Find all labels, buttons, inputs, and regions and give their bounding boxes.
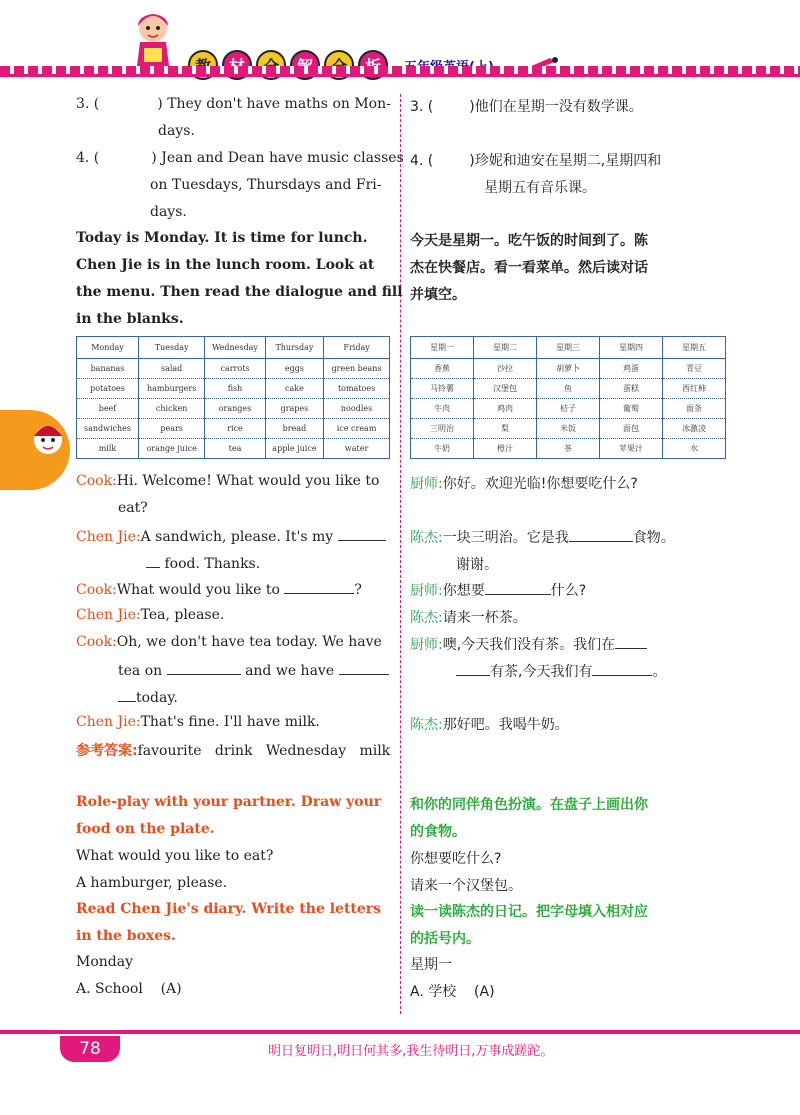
item-number: 3. ( bbox=[410, 99, 434, 115]
table-row bbox=[77, 399, 390, 419]
table-cell: 汉堡包 bbox=[474, 379, 537, 399]
intro-zh: 并填空。 bbox=[410, 287, 466, 303]
intro-en: in the blanks. bbox=[76, 311, 184, 327]
dialogue-line-zh-cont: 谢谢。 bbox=[456, 557, 498, 573]
table-cell: 牛肉 bbox=[411, 399, 474, 419]
dialogue-text: Hi. Welcome! What would you like to bbox=[116, 473, 380, 489]
answer-text: favourite drink Wednesday milk bbox=[137, 743, 391, 759]
answer-blank[interactable] bbox=[592, 662, 652, 676]
table-cell: 面条 bbox=[663, 399, 726, 419]
header-stripe bbox=[0, 66, 800, 74]
table-cell: 胡萝卜 bbox=[537, 359, 600, 379]
dialogue-line-en bbox=[76, 714, 320, 730]
answer-blank[interactable] bbox=[284, 580, 354, 594]
footer-motto: 明日复明日,明日何其多,我生待明日,万事成蹉跎。 bbox=[268, 1044, 554, 1059]
dialogue-line-zh bbox=[410, 634, 647, 654]
diary-day-zh: 星期一 bbox=[410, 957, 452, 973]
diary-title-zh: 的括号内。 bbox=[410, 931, 480, 947]
dialogue-line-en bbox=[76, 634, 382, 650]
table-cell: potatoes bbox=[77, 379, 139, 399]
dialogue-text: 一块三明治。它是我 bbox=[442, 530, 569, 546]
roleplay-title-en: Role-play with your partner. Draw your bbox=[76, 794, 382, 810]
table-cell: 冰激凌 bbox=[663, 419, 726, 439]
speaker-chen-jie: 陈杰: bbox=[410, 530, 443, 546]
item-3-en-cont: days. bbox=[158, 123, 195, 139]
footer-rule bbox=[0, 1030, 800, 1034]
dialogue-text: 请来一杯茶。 bbox=[442, 610, 527, 626]
dialogue-text: 你想要 bbox=[442, 583, 485, 599]
item-4-en bbox=[76, 150, 404, 166]
table-cell: pears bbox=[138, 419, 204, 439]
table-cell: milk bbox=[77, 439, 139, 459]
table-cell: 青豆 bbox=[663, 359, 726, 379]
answer-blank[interactable] bbox=[118, 688, 136, 702]
table-cell: tomatoes bbox=[324, 379, 390, 399]
table-cell: cake bbox=[265, 379, 323, 399]
table-header-cell: Wednesday bbox=[205, 337, 265, 359]
table-header-cell: Monday bbox=[77, 337, 139, 359]
dialogue-line-zh bbox=[410, 714, 569, 734]
table-cell: noodles bbox=[324, 399, 390, 419]
table-header-cell: 星期五 bbox=[663, 337, 726, 359]
intro-zh: 杰在快餐店。看一看菜单。然后读对话 bbox=[410, 260, 648, 276]
dialogue-text: tea on bbox=[118, 663, 163, 679]
table-cell: 梨 bbox=[474, 419, 537, 439]
table-cell: 鱼 bbox=[537, 379, 600, 399]
table-row bbox=[411, 399, 726, 419]
table-row bbox=[77, 379, 390, 399]
dialogue-text: 那好吧。我喝牛奶。 bbox=[442, 717, 569, 733]
table-cell: 沙拉 bbox=[474, 359, 537, 379]
table-cell: 水 bbox=[663, 439, 726, 459]
table-cell: oranges bbox=[205, 399, 265, 419]
table-cell: fish bbox=[205, 379, 265, 399]
cartoon-face-icon bbox=[30, 420, 66, 460]
table-row bbox=[77, 419, 390, 439]
item-text: 他们在星期一没有数学课。 bbox=[474, 99, 643, 115]
dialogue-line-en bbox=[76, 607, 224, 623]
table-header-row bbox=[411, 337, 726, 359]
table-cell: 鸡肉 bbox=[474, 399, 537, 419]
item-4-zh bbox=[410, 150, 661, 170]
table-cell: 蛋糕 bbox=[600, 379, 663, 399]
speaker-cook: Cook: bbox=[76, 634, 117, 650]
dialogue-text: 你好。欢迎光临!你想要吃什么? bbox=[442, 476, 638, 492]
dialogue-line-en-cont bbox=[146, 554, 260, 572]
item-4-en-cont: days. bbox=[150, 204, 187, 220]
page-header bbox=[0, 0, 800, 92]
dialogue-line-en bbox=[76, 473, 379, 489]
table-header-cell: Thursday bbox=[265, 337, 323, 359]
speaker-cook: 厨师: bbox=[410, 476, 443, 492]
dialogue-text: What would you like to bbox=[116, 582, 280, 598]
diary-day-en: Monday bbox=[76, 954, 133, 970]
table-row bbox=[77, 439, 390, 459]
table-row bbox=[411, 439, 726, 459]
intro-en: Today is Monday. It is time for lunch. bbox=[76, 230, 368, 246]
speaker-chen-jie: Chen Jie: bbox=[76, 607, 141, 623]
dialogue-line-zh-cont bbox=[456, 661, 666, 681]
speaker-cook: Cook: bbox=[76, 582, 117, 598]
speaker-chen-jie: 陈杰: bbox=[410, 610, 443, 626]
table-header-cell: 星期四 bbox=[600, 337, 663, 359]
dialogue-line-en bbox=[76, 580, 362, 598]
table-cell: 三明治 bbox=[411, 419, 474, 439]
table-header-cell: 星期二 bbox=[474, 337, 537, 359]
table-cell: sandwiches bbox=[77, 419, 139, 439]
intro-en: the menu. Then read the dialogue and fill bbox=[76, 284, 403, 300]
table-header-row bbox=[77, 337, 390, 359]
item-paren: ) bbox=[469, 153, 475, 169]
dialogue-line-zh bbox=[410, 473, 638, 493]
dialogue-text: 。 bbox=[652, 664, 667, 680]
dialogue-text: Oh, we don't have tea today. We have bbox=[116, 634, 382, 650]
diary-item-en: A. School (A) bbox=[76, 981, 182, 997]
dialogue-line-en bbox=[76, 527, 386, 545]
diary-title-zh: 读一读陈杰的日记。把字母填入相对应 bbox=[410, 904, 648, 920]
answer-blank[interactable] bbox=[615, 635, 647, 649]
roleplay-question-en: What would you like to eat? bbox=[76, 848, 274, 864]
table-cell: 牛奶 bbox=[411, 439, 474, 459]
column-divider bbox=[400, 94, 401, 1014]
page-number: 78 bbox=[60, 1036, 120, 1062]
header-rule bbox=[0, 74, 800, 77]
table-cell: eggs bbox=[265, 359, 323, 379]
table-cell: green beans bbox=[324, 359, 390, 379]
table-cell: hamburgers bbox=[138, 379, 204, 399]
menu-table-zh bbox=[410, 336, 726, 459]
intro-zh: 今天是星期一。吃午饭的时间到了。陈 bbox=[410, 233, 648, 249]
dialogue-line-zh bbox=[410, 607, 527, 627]
table-row bbox=[411, 359, 726, 379]
item-number: 3. ( bbox=[76, 96, 100, 112]
table-header-cell: Friday bbox=[324, 337, 390, 359]
dialogue-text: A sandwich, please. It's my bbox=[140, 529, 334, 545]
table-cell: chicken bbox=[138, 399, 204, 419]
item-4-en-cont: on Tuesdays, Thursdays and Fri- bbox=[150, 177, 382, 193]
table-cell: 葡萄 bbox=[600, 399, 663, 419]
roleplay-answer-zh: 请来一个汉堡包。 bbox=[410, 878, 522, 894]
table-cell: 米饭 bbox=[537, 419, 600, 439]
dialogue-text: food. Thanks. bbox=[164, 556, 261, 572]
dialogue-text: 噢,今天我们没有茶。我们在 bbox=[442, 637, 616, 653]
table-row bbox=[411, 419, 726, 439]
table-row bbox=[77, 359, 390, 379]
table-cell: bread bbox=[265, 419, 323, 439]
item-3-en bbox=[76, 96, 391, 112]
dialogue-line-en-cont bbox=[118, 661, 389, 679]
table-header-cell: Tuesday bbox=[138, 337, 204, 359]
item-number: 4. ( bbox=[410, 153, 434, 169]
dialogue-line-zh bbox=[410, 527, 675, 547]
item-paren: ) bbox=[151, 150, 157, 166]
table-cell: 苹果汁 bbox=[600, 439, 663, 459]
roleplay-answer-en: A hamburger, please. bbox=[76, 875, 228, 891]
table-cell: tea bbox=[205, 439, 265, 459]
dialogue-text: That's fine. I'll have milk. bbox=[140, 714, 320, 730]
table-cell: 面包 bbox=[600, 419, 663, 439]
diary-title-en: in the boxes. bbox=[76, 928, 176, 944]
dialogue-text: today. bbox=[136, 690, 178, 706]
dialogue-line-zh bbox=[410, 580, 586, 600]
table-cell: 香蕉 bbox=[411, 359, 474, 379]
table-cell: 桔子 bbox=[537, 399, 600, 419]
answer-blank[interactable] bbox=[167, 661, 241, 675]
speaker-cook: Cook: bbox=[76, 473, 117, 489]
dialogue-text: 有茶,今天我们有 bbox=[490, 664, 593, 680]
answer-blank[interactable] bbox=[569, 528, 633, 542]
dialogue-text: ? bbox=[354, 582, 362, 598]
table-cell: water bbox=[324, 439, 390, 459]
table-cell: ice cream bbox=[324, 419, 390, 439]
table-header-cell: 星期三 bbox=[537, 337, 600, 359]
item-text: They don't have maths on Mon- bbox=[167, 96, 391, 112]
dialogue-text: 什么? bbox=[550, 583, 587, 599]
answer-blank[interactable] bbox=[338, 527, 386, 541]
roleplay-question-zh: 你想要吃什么? bbox=[410, 851, 502, 867]
table-cell: rice bbox=[205, 419, 265, 439]
diary-title-en: Read Chen Jie's diary. Write the letters bbox=[76, 901, 382, 917]
roleplay-title-zh: 的食物。 bbox=[410, 824, 466, 840]
table-header-cell: 星期一 bbox=[411, 337, 474, 359]
roleplay-title-en: food on the plate. bbox=[76, 821, 215, 837]
table-row bbox=[411, 379, 726, 399]
answer-blank[interactable] bbox=[485, 581, 551, 595]
dialogue-line-en-cont bbox=[118, 688, 178, 706]
table-cell: carrots bbox=[205, 359, 265, 379]
table-cell: 橙汁 bbox=[474, 439, 537, 459]
speaker-chen-jie: 陈杰: bbox=[410, 717, 443, 733]
speaker-chen-jie: Chen Jie: bbox=[76, 529, 141, 545]
diary-item-zh: A. 学校 (A) bbox=[410, 984, 495, 1000]
table-cell: 茶 bbox=[537, 439, 600, 459]
speaker-chen-jie: Chen Jie: bbox=[76, 714, 141, 730]
item-number: 4. ( bbox=[76, 150, 100, 166]
dialogue-text: and we have bbox=[245, 663, 335, 679]
answer-blank[interactable] bbox=[146, 554, 160, 568]
table-cell: apple juice bbox=[265, 439, 323, 459]
item-paren: ) bbox=[469, 99, 475, 115]
menu-table-en bbox=[76, 336, 390, 459]
item-text: 珍妮和迪安在星期二,星期四和 bbox=[474, 153, 662, 169]
intro-en: Chen Jie is in the lunch room. Look at bbox=[76, 257, 375, 273]
item-paren: ) bbox=[157, 96, 163, 112]
table-cell: bananas bbox=[77, 359, 139, 379]
speaker-cook: 厨师: bbox=[410, 583, 443, 599]
item-3-zh bbox=[410, 96, 643, 116]
table-cell: salad bbox=[138, 359, 204, 379]
answer-blank[interactable] bbox=[456, 662, 490, 676]
answer-key bbox=[76, 740, 390, 760]
table-cell: 西红柿 bbox=[663, 379, 726, 399]
table-cell: 鸡蛋 bbox=[600, 359, 663, 379]
dialogue-line-en-cont: eat? bbox=[118, 500, 148, 516]
answer-label: 参考答案: bbox=[76, 743, 138, 759]
dialogue-text: Tea, please. bbox=[140, 607, 225, 623]
answer-blank[interactable] bbox=[339, 661, 389, 675]
dialogue-text: 食物。 bbox=[632, 530, 675, 546]
table-cell: 马铃薯 bbox=[411, 379, 474, 399]
table-cell: grapes bbox=[265, 399, 323, 419]
speaker-cook: 厨师: bbox=[410, 637, 443, 653]
roleplay-title-zh: 和你的同伴角色扮演。在盘子上画出你 bbox=[410, 797, 648, 813]
table-cell: beef bbox=[77, 399, 139, 419]
item-text: Jean and Dean have music classes bbox=[161, 150, 404, 166]
table-cell: orange juice bbox=[138, 439, 204, 459]
item-4-zh-cont: 星期五有音乐课。 bbox=[484, 180, 596, 196]
